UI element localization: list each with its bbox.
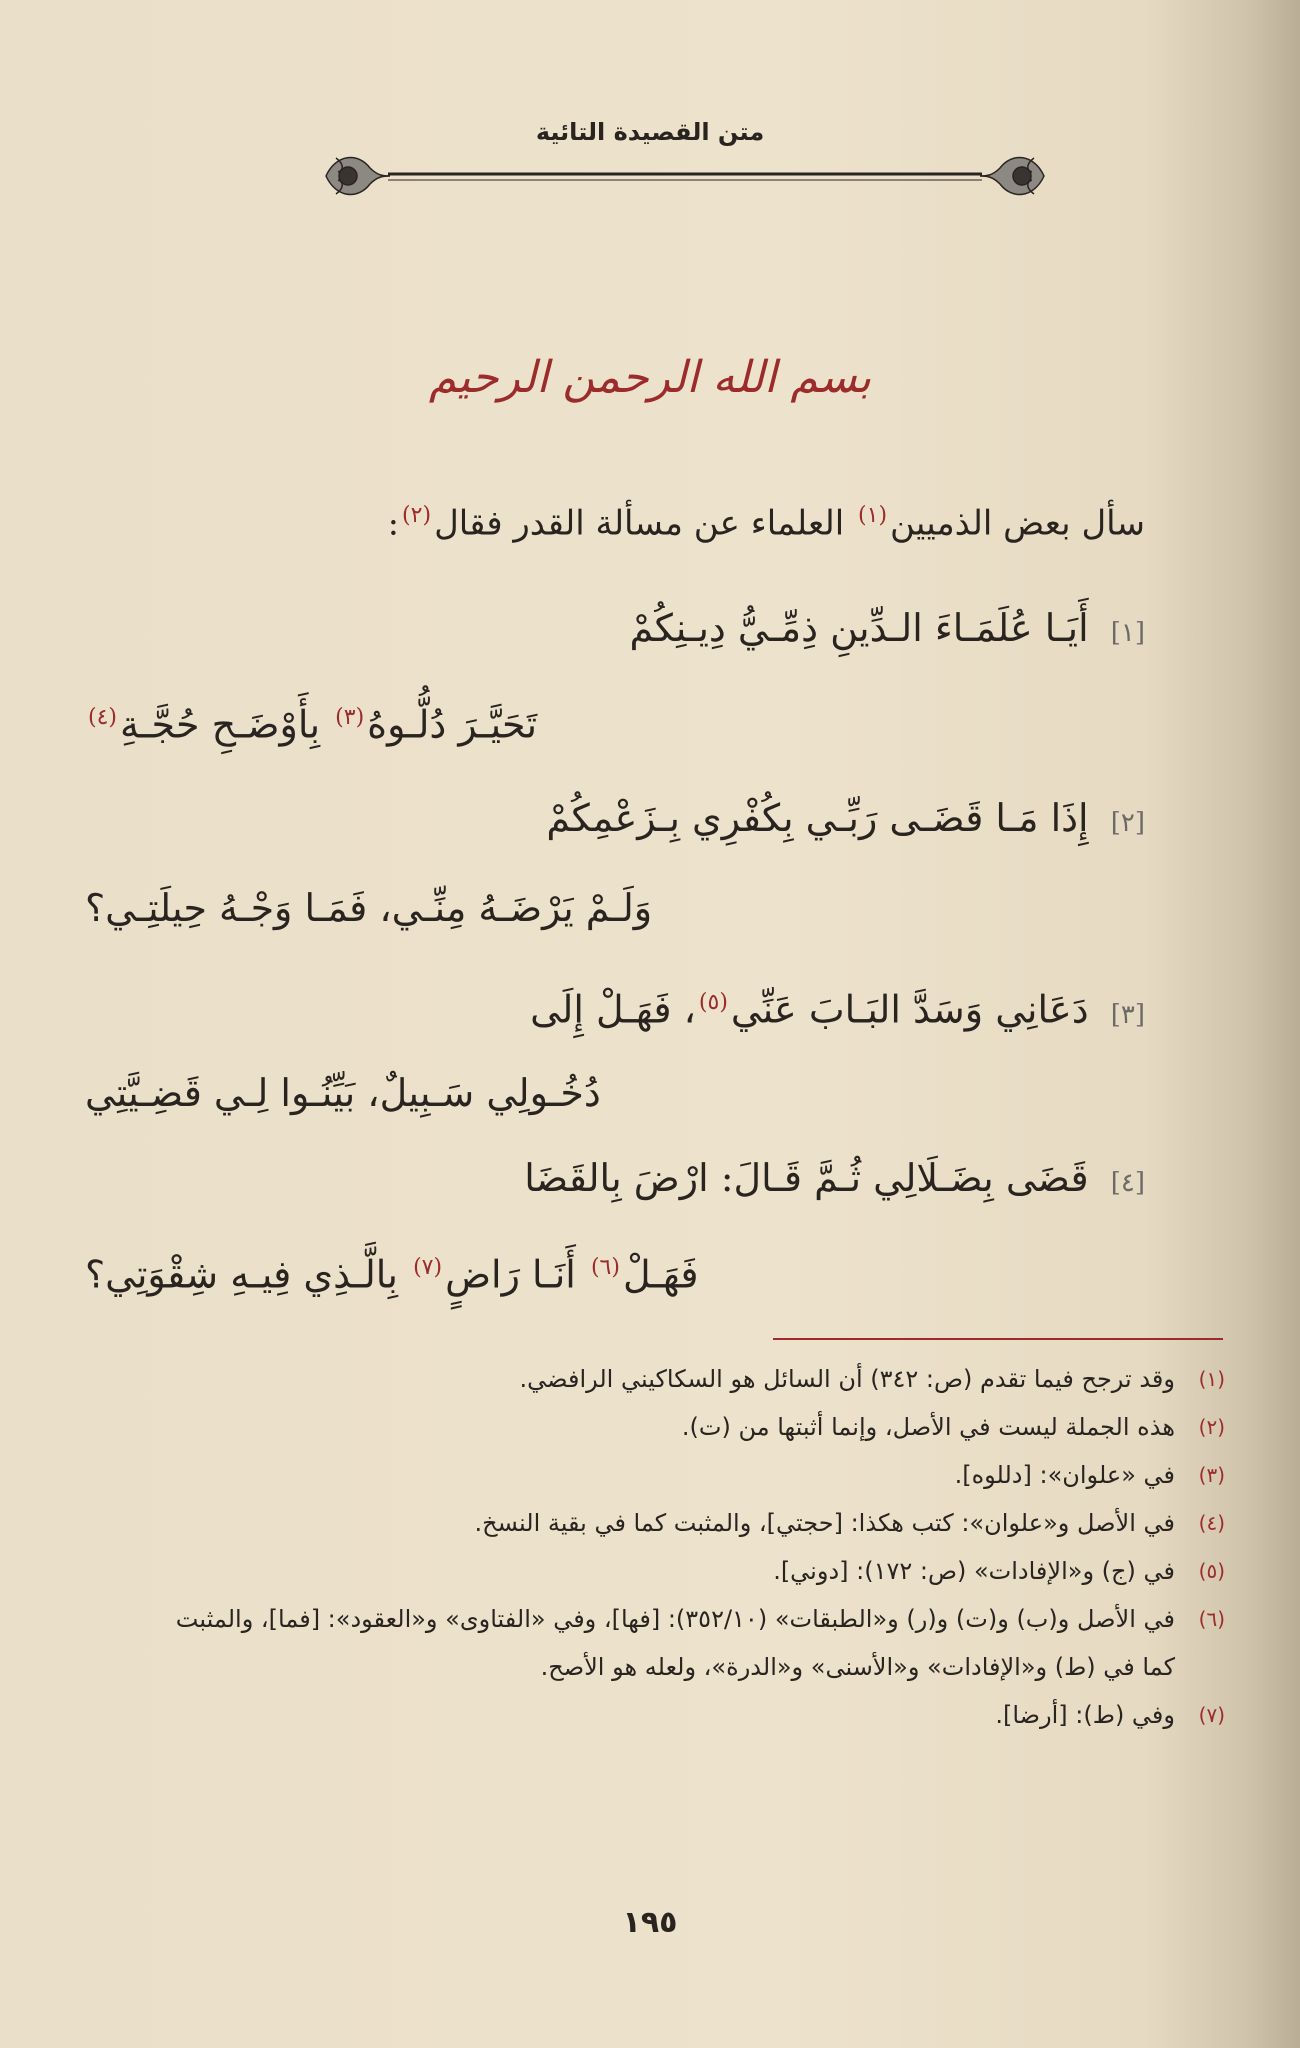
footnotes	[140, 1355, 1225, 1739]
page-header-title: متن القصيدة التائية	[535, 118, 765, 146]
verse-text: إِذَا مَـا قَضَـى رَبِّـي بِكُفْرِي بِـزَعْمِكُمْ	[546, 796, 1089, 840]
verse-2-first-hemistich	[85, 790, 1145, 851]
verse-4-first-hemistich	[85, 1150, 1145, 1211]
footnote-item	[140, 1691, 1225, 1739]
verse-text: تَحَيَّـرَ دُلُّـوهُ	[367, 702, 538, 747]
footnote-marker: (٥)	[698, 990, 728, 1015]
verse-text: ، فَهَـلْ إِلَى	[530, 987, 696, 1032]
verse-number: [١]	[1110, 618, 1145, 648]
footnote-number: (٦)	[1198, 1607, 1225, 1631]
verse-1-first-hemistich	[85, 600, 1145, 661]
verse-2-second-hemistich	[75, 880, 1145, 936]
footnote-marker: (٤)	[88, 705, 118, 730]
footnote-item	[140, 1547, 1225, 1595]
verse-text: أَيَـا عُلَمَـاءَ الـدِّينِ ذِمِّـيُّ دِيـنِكُمْ	[629, 606, 1089, 650]
verse-number: [٣]	[1110, 999, 1145, 1030]
ornament-right-flourish	[980, 158, 1044, 195]
footnote-number: (٣)	[1198, 1463, 1225, 1487]
footnote-text: وقد ترجح فيما تقدم (ص: ٣٤٢) أن السائل هو السكاكيني الرافضي.	[519, 1365, 1175, 1393]
verse-3-second-hemistich	[75, 1065, 1145, 1121]
verse-text: فَهَـلْ	[622, 1252, 699, 1297]
verse-1-second-hemistich	[75, 690, 1145, 753]
footnote-marker: (٢)	[402, 503, 432, 528]
intro-text-middle: العلماء عن مسألة القدر فقال	[434, 503, 845, 544]
footnote-number: (٧)	[1198, 1703, 1225, 1727]
footnote-separator	[773, 1338, 1223, 1340]
footnote-marker: (٣)	[335, 705, 365, 730]
footnote-number: (٢)	[1198, 1415, 1225, 1439]
footnote-text: وفي (ط): [أرضا].	[995, 1701, 1175, 1729]
intro-text-end: :	[387, 503, 400, 544]
header-ornament	[318, 146, 1052, 206]
footnote-number: (٥)	[1198, 1559, 1225, 1583]
running-header	[0, 118, 1300, 146]
footnote-item	[140, 1499, 1225, 1547]
footnote-marker: (٦)	[590, 1255, 620, 1280]
footnote-marker: (١)	[858, 503, 888, 528]
intro-paragraph	[135, 492, 1145, 547]
footnote-text: هذه الجملة ليست في الأصل، وإنما أثبتها من (ت).	[681, 1413, 1175, 1441]
verse-text: دُخُـولِي سَـبِيلٌ، بَيِّنُـوا لِـي قَضِـيَّتِي	[85, 1071, 601, 1115]
verse-text: دَعَانِي وَسَدَّ البَـابَ عَنِّي	[730, 987, 1089, 1032]
page-number: ١٩٥	[622, 1905, 678, 1940]
basmala: بسم الله الرحمن الرحيم	[428, 352, 872, 403]
footnote-text: في الأصل و(ب) و(ت) و(ر) و«الطبقات» (٣٥٢/١٠): [فها]، وفي «الفتاوى» و«العقود»: [فما]، والمثبت كما في (ط) و«الإفادات» و«الأسنى» و«الدرة»، ولعله هو الأصح.	[175, 1605, 1175, 1681]
verse-text: قَضَى بِضَـلَالِي ثُـمَّ قَـالَ: ارْضَ بِالقَضَا	[524, 1156, 1089, 1200]
verse-text: أَنَـا رَاضٍ	[445, 1252, 576, 1297]
footnote-text: في (ج) و«الإفادات» (ص: ١٧٢): [دوني].	[773, 1557, 1175, 1585]
verse-number: [٢]	[1110, 808, 1145, 838]
verse-number: [٤]	[1110, 1168, 1145, 1198]
footnote-text: في «علوان»: [دللوه].	[954, 1461, 1175, 1489]
footnote-marker: (٧)	[413, 1255, 443, 1280]
intro-text-before: سأل بعض الذميين	[890, 503, 1145, 544]
footnote-item	[140, 1355, 1225, 1403]
footnote-number: (١)	[1198, 1367, 1225, 1391]
footnote-text: في الأصل و«علوان»: كتب هكذا: [حجتي]، والمثبت كما في بقية النسخ.	[474, 1509, 1175, 1537]
footnote-item	[140, 1403, 1225, 1451]
footnote-item	[140, 1451, 1225, 1499]
verse-3-first-hemistich	[85, 975, 1145, 1043]
footnote-number: (٤)	[1198, 1511, 1225, 1535]
verse-text: بِأَوْضَـحِ حُجَّـةِ	[120, 702, 321, 747]
verse-text: وَلَـمْ يَرْضَـهُ مِنِّـي، فَمَـا وَجْـهُ حِيلَتِـي؟	[85, 886, 653, 930]
ornament-left-flourish	[326, 158, 390, 195]
verse-text: بِالَّـذِي فِيـهِ شِقْوَتِي؟	[85, 1252, 398, 1297]
footnote-item	[140, 1595, 1225, 1691]
verse-4-second-hemistich	[75, 1240, 1145, 1303]
